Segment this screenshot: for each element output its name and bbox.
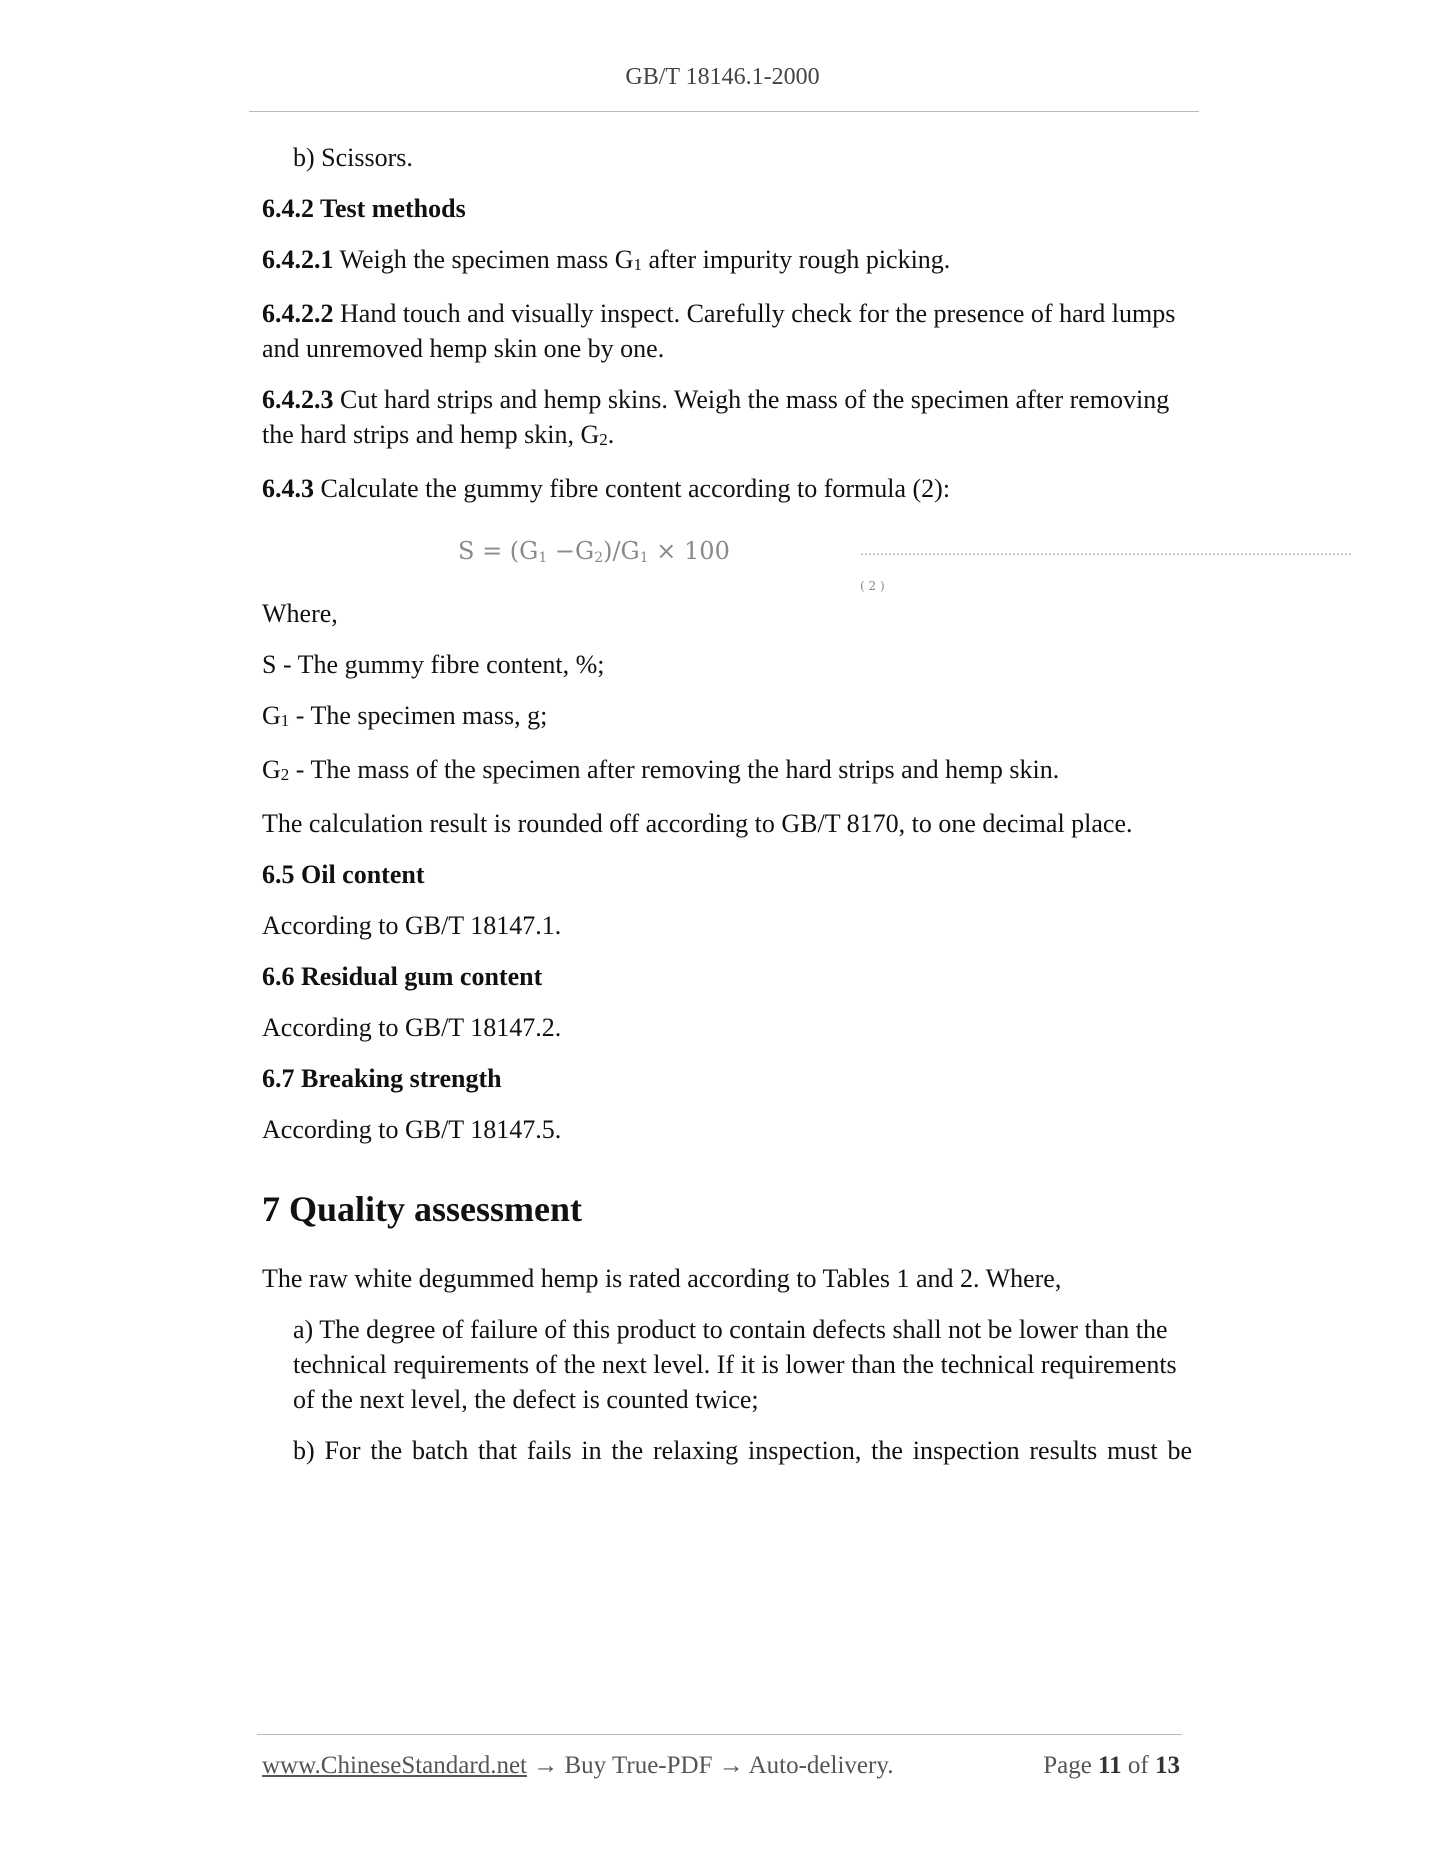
running-header: GB/T 18146.1-2000 [625,64,820,90]
section-6-6-text: According to GB/T 18147.2. [262,1013,562,1042]
footer-divider [257,1734,1182,1735]
para-text: Weigh the specimen mass G [333,245,634,274]
para-text: . [607,420,615,449]
item-b-scissors: b) Scissors. [293,143,413,172]
section-7-heading: 7 Quality assessment [262,1189,583,1229]
definition-g2: G2 - The mass of the specimen after removing the hard strips and hemp skin. [262,755,1060,784]
formula-2 [262,520,1352,593]
section-7-item-b: b) For the batch that fails in the relaxing inspection, the inspection results must be [293,1436,1192,1465]
formula-expression: S = (G1 −G2)/G1 × 100 [458,537,730,566]
page-indicator: Page 11 of 13 [1043,1752,1180,1779]
para-text: Hand touch and visually inspect. Carefully check for the presence of hard lumps and unremoved hemp skin one by one. [262,299,1176,363]
subscript: 1 [633,255,642,274]
para-number: 6.4.2.1 [262,245,334,274]
page-total: 13 [1155,1752,1180,1779]
para-text: after impurity rough picking. [641,245,951,274]
header-divider [249,111,1199,112]
para-6-4-2-2 [262,296,1192,366]
section-6-7-text: According to GB/T 18147.5. [262,1115,562,1144]
page-content [262,140,1352,1468]
section-7-intro: The raw white degummed hemp is rated according to Tables 1 and 2. Where, [262,1264,1062,1293]
section-6-5-text: According to GB/T 18147.1. [262,911,562,940]
section-6-6-title: 6.6 Residual gum content [262,962,543,991]
subscript: 2 [599,430,608,449]
para-number: 6.4.3 [262,474,314,503]
section-7-item-a: a) The degree of failure of this product to contain defects shall not be lower than the technical requirements of the next level. If it is lower than the technical requirements of the next level, the defect is counted twice; [293,1315,1177,1414]
para-number: 6.4.2.3 [262,385,334,414]
para-6-4-3 [262,471,1192,506]
para-6-4-2-1 [262,242,1192,280]
section-6-7-title: 6.7 Breaking strength [262,1064,502,1093]
para-6-4-2-3 [262,382,1192,455]
para-text: Cut hard strips and hemp skins. Weigh the mass of the specimen after removing the hard strips and hemp skin, G [262,385,1170,449]
definition-s: S - The gummy fibre content, %; [262,650,605,679]
page-footer [262,1752,1180,1780]
section-6-5-title: 6.5 Oil content [262,860,425,889]
site-link[interactable]: www.ChineseStandard.net [262,1752,527,1779]
rounding-note: The calculation result is rounded off according to GB/T 8170, to one decimal place. [262,809,1133,838]
footer-tagline: → Buy True-PDF → Auto-delivery. [527,1752,894,1779]
para-number: 6.4.2.2 [262,299,334,328]
formula-number: ……………………………………………………………………………………………………………( 2 ) [860,544,1352,593]
page-number: 11 [1098,1752,1122,1779]
section-6-4-2-title: 6.4.2 Test methods [262,194,466,223]
definition-g1: G1 - The specimen mass, g; [262,701,548,730]
where-label: Where, [262,599,338,628]
para-text: Calculate the gummy fibre content according to formula (2): [314,474,951,503]
